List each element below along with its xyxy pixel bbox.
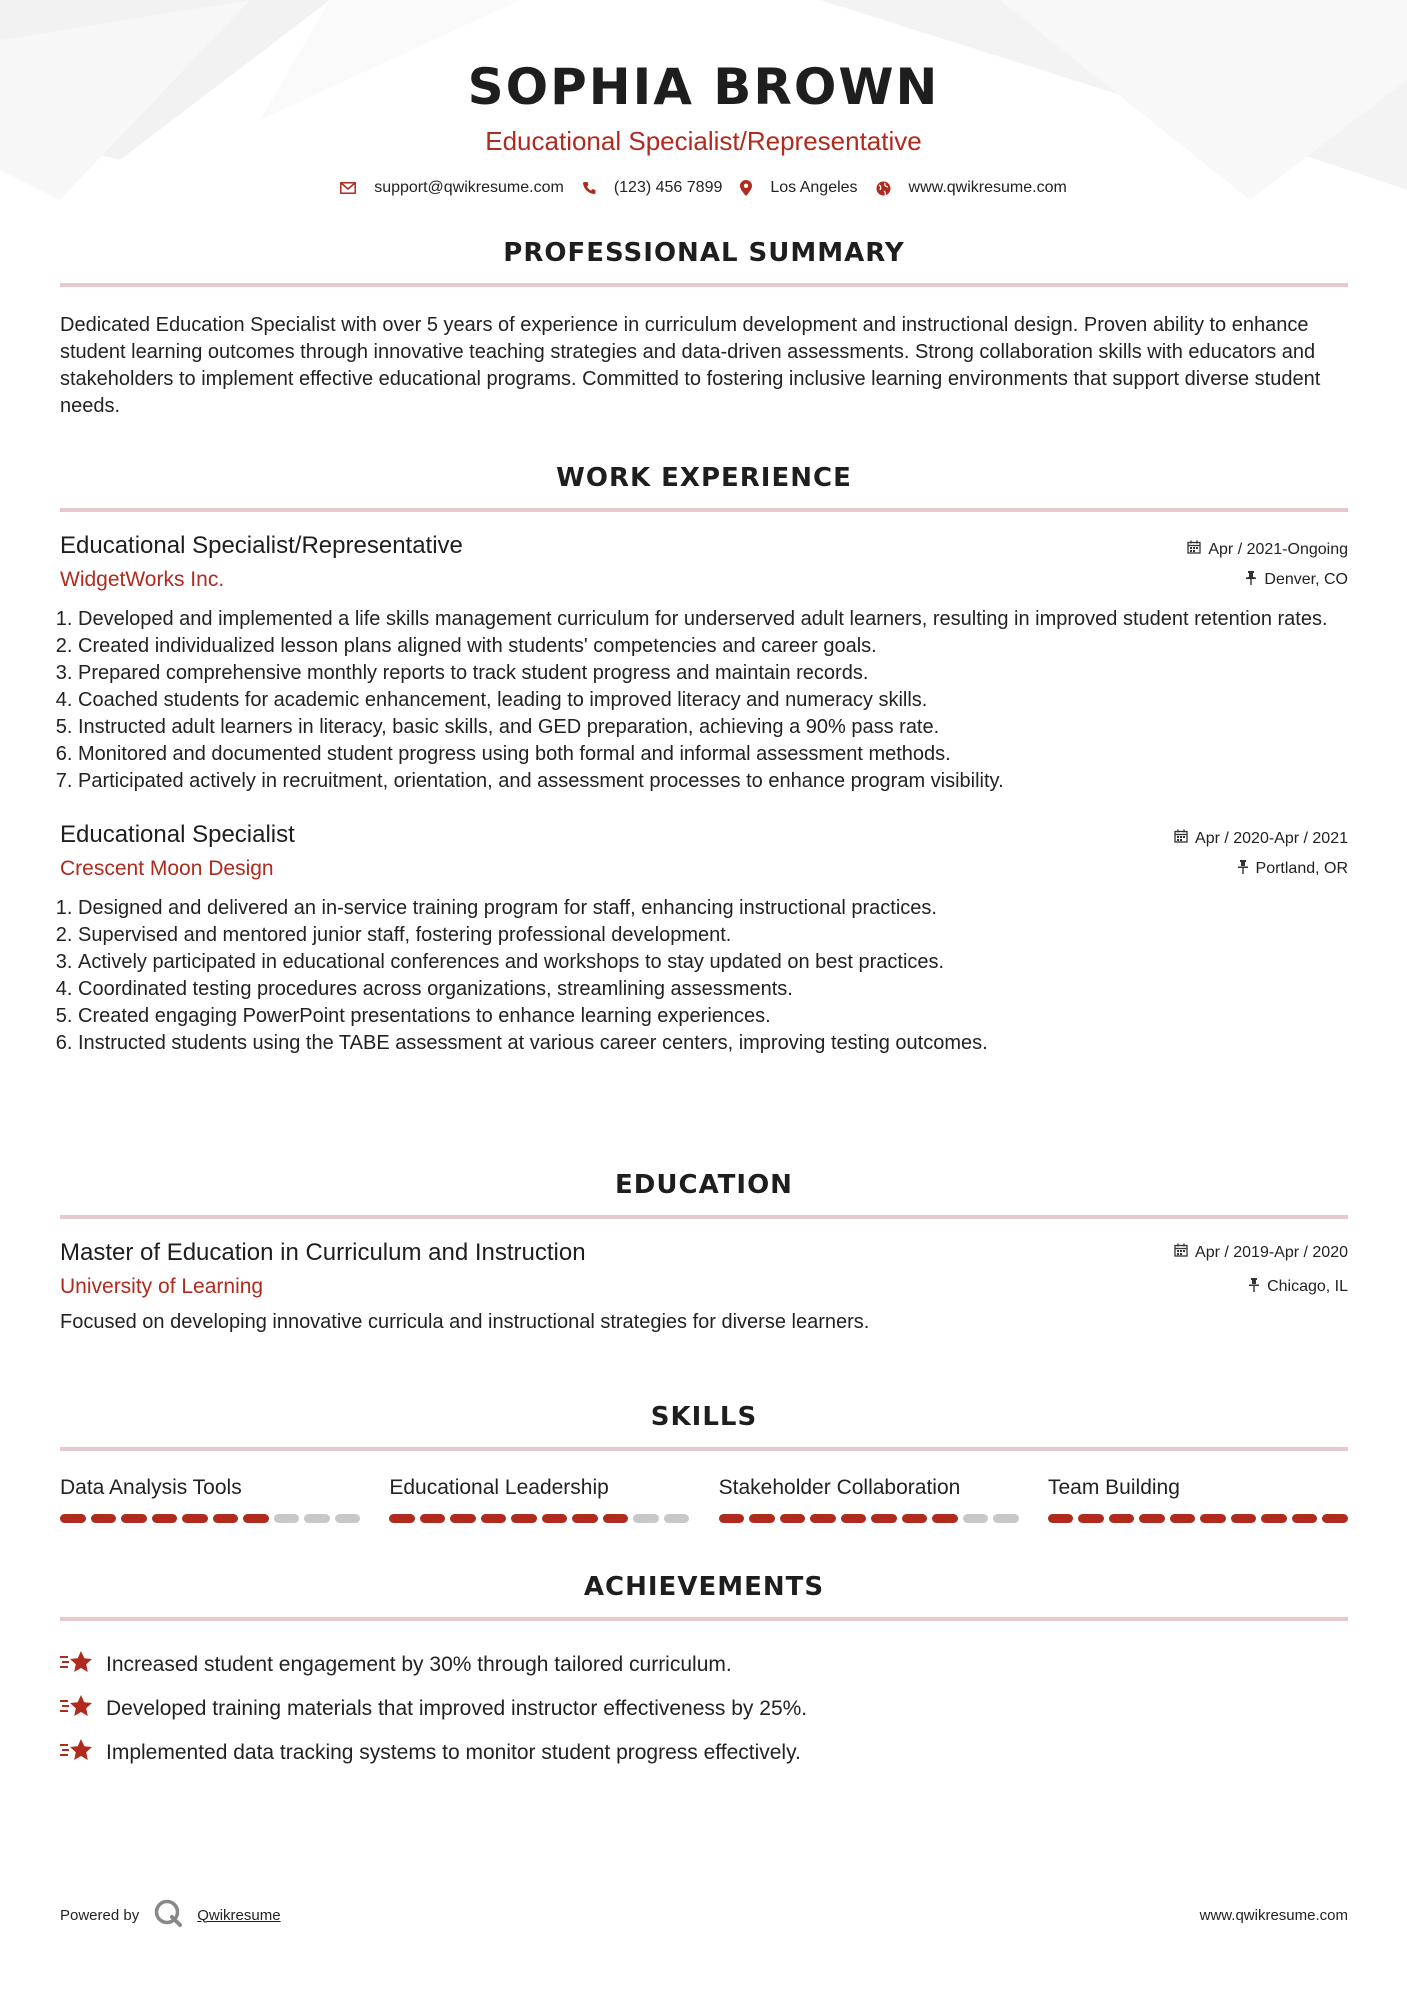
skill-level-segment: [1261, 1514, 1287, 1523]
section-divider: [60, 1447, 1348, 1451]
list-item: 6. Instructed students using the TABE assessment at various career centers, improving testing outcomes.: [78, 1030, 1348, 1057]
contact-website[interactable]: [876, 179, 1067, 197]
company-name: WidgetWorks Inc.: [60, 568, 225, 591]
skill-level-segment: [1139, 1514, 1165, 1523]
job-location: [1245, 571, 1348, 590]
skill-level-segment: [1109, 1514, 1135, 1523]
contact-phone[interactable]: [582, 179, 723, 197]
job-title: Educational Specialist: [60, 821, 295, 848]
skill-level-segment: [213, 1514, 239, 1523]
contact-email[interactable]: [340, 179, 564, 197]
skill-level-segment: [182, 1514, 208, 1523]
skill-level-segment: [1292, 1514, 1318, 1523]
candidate-role: Educational Specialist/Representative: [485, 126, 922, 156]
skill-level-segment: [603, 1514, 629, 1523]
degree-title: Master of Education in Curriculum and Instruction: [60, 1239, 586, 1266]
skill-level-segment: [450, 1514, 476, 1523]
candidate-name: SOPHIA BROWN: [467, 58, 940, 116]
shooting-star-icon: [60, 1737, 94, 1769]
pushpin-icon: [1237, 860, 1249, 879]
skill-level-segment: [871, 1514, 897, 1523]
skill-level-bar: [389, 1514, 689, 1523]
qwikresume-link[interactable]: Qwikresume: [197, 1906, 281, 1924]
school-name: University of Learning: [60, 1275, 264, 1298]
skill-level-segment: [1322, 1514, 1348, 1523]
achievement-text: Increased student engagement by 30% through tailored curriculum.: [106, 1653, 732, 1676]
phone-icon: [582, 181, 596, 195]
skill-level-segment: [1048, 1514, 1074, 1523]
job-entry: [60, 532, 1348, 795]
section-divider: [60, 508, 1348, 512]
list-item: 2. Supervised and mentored junior staff, fostering professional development.: [78, 922, 1348, 949]
skill-level-bar: [60, 1514, 360, 1523]
skill-level-segment: [719, 1514, 745, 1523]
globe-icon: [876, 181, 891, 196]
skill-level-segment: [1170, 1514, 1196, 1523]
list-item: 6. Monitored and documented student progress using both formal and informal assessment methods.: [78, 741, 1348, 768]
skill-level-segment: [243, 1514, 269, 1523]
achievements-list: [60, 1643, 1348, 1775]
skill-level-segment: [993, 1514, 1019, 1523]
skill-level-bar: [1048, 1514, 1348, 1523]
list-item: 4. Coordinated testing procedures across organizations, streamlining assessments.: [78, 976, 1348, 1003]
section-divider: [60, 1617, 1348, 1621]
section-title: SKILLS: [650, 1402, 758, 1432]
qwikresume-logo-icon: [153, 1898, 183, 1932]
job-title: Educational Specialist/Representative: [60, 532, 463, 559]
job-location-text: Denver, CO: [1264, 571, 1348, 588]
map-pin-icon: [740, 180, 752, 196]
calendar-icon: [1174, 1243, 1188, 1262]
skill-level-segment: [1231, 1514, 1257, 1523]
powered-by: [60, 1898, 281, 1932]
list-item: 5. Created engaging PowerPoint presentations to enhance learning experiences.: [78, 1003, 1348, 1030]
skill-level-segment: [749, 1514, 775, 1523]
education-location: [1248, 1278, 1348, 1297]
skill-level-segment: [810, 1514, 836, 1523]
skill-name: Educational Leadership: [389, 1476, 609, 1499]
location-text: Los Angeles: [770, 179, 858, 196]
skill-level-segment: [932, 1514, 958, 1523]
job-responsibilities: [60, 606, 1348, 795]
skill-item: [1048, 1476, 1348, 1523]
list-item: 7. Participated actively in recruitment, orientation, and assessment processes to enhance program visibility.: [78, 768, 1348, 795]
skill-level-segment: [152, 1514, 178, 1523]
achievements-section: [60, 1572, 1348, 1775]
resume-header: [0, 58, 1407, 197]
list-item: 1. Developed and implemented a life skills management curriculum for underserved adult learners, resulting in improved student retention rates.: [78, 606, 1348, 633]
education-location-text: Chicago, IL: [1267, 1278, 1348, 1295]
achievement-item: [60, 1643, 1348, 1687]
envelope-icon: [340, 182, 356, 194]
achievement-text: Developed training materials that improved instructor effectiveness by 25%.: [106, 1697, 808, 1720]
skill-item: [389, 1476, 689, 1523]
skill-level-segment: [274, 1514, 300, 1523]
skill-level-segment: [633, 1514, 659, 1523]
summary-text: Dedicated Education Specialist with over 5 years of experience in curriculum development and instructional design. Proven ability to enhance student learning outcomes through innovative teaching strategies and data-driven assessments. Strong collaboration skills with educators and stakeholders to implement effective educational programs. Committed to fostering inclusive learning environments that support diverse student needs.: [60, 314, 1321, 417]
skill-name: Team Building: [1047, 1476, 1180, 1499]
phone-text: (123) 456 7899: [613, 179, 723, 196]
skill-level-segment: [60, 1514, 86, 1523]
list-item: 3. Prepared comprehensive monthly reports to track student progress and maintain records.: [78, 660, 1348, 687]
skill-level-segment: [841, 1514, 867, 1523]
email-text: support@qwikresume.com: [374, 179, 564, 196]
education-entry: [60, 1239, 1348, 1334]
education-description: Focused on developing innovative curricula and instructional strategies for diverse learners.: [60, 1311, 870, 1333]
section-title: ACHIEVEMENTS: [583, 1572, 825, 1602]
skill-level-segment: [963, 1514, 989, 1523]
section-divider: [60, 1215, 1348, 1219]
skill-level-segment: [481, 1514, 507, 1523]
skill-level-segment: [542, 1514, 568, 1523]
job-date: [1174, 829, 1348, 848]
skill-level-segment: [335, 1514, 361, 1523]
job-date-text: Apr / 2020-Apr / 2021: [1195, 829, 1348, 847]
education-date: [1174, 1243, 1348, 1262]
skills-list: [60, 1476, 1348, 1523]
skill-item: [719, 1476, 1019, 1523]
list-item: 4. Coached students for academic enhancement, leading to improved literacy and numeracy skills.: [78, 687, 1348, 714]
skills-section: [60, 1402, 1348, 1523]
skill-item: [60, 1476, 360, 1523]
education-section: [60, 1170, 1348, 1334]
skill-name: Data Analysis Tools: [60, 1476, 242, 1499]
skill-level-segment: [420, 1514, 446, 1523]
achievement-item: [60, 1687, 1348, 1731]
website-text: www.qwikresume.com: [908, 179, 1067, 196]
list-item: 3. Actively participated in educational conferences and workshops to stay updated on best practices.: [78, 949, 1348, 976]
section-divider: [60, 283, 1348, 287]
list-item: 5. Instructed adult learners in literacy, basic skills, and GED preparation, achieving a 90% pass rate.: [78, 714, 1348, 741]
shooting-star-icon: [60, 1649, 94, 1681]
section-title: PROFESSIONAL SUMMARY: [503, 238, 905, 268]
shooting-star-icon: [60, 1693, 94, 1725]
skill-level-segment: [902, 1514, 928, 1523]
contact-bar: [0, 179, 1407, 197]
skill-name: Stakeholder Collaboration: [718, 1476, 961, 1499]
skill-level-segment: [1200, 1514, 1226, 1523]
job-responsibilities: [60, 895, 1348, 1057]
section-title: EDUCATION: [615, 1170, 793, 1200]
skill-level-segment: [121, 1514, 147, 1523]
company-name: Crescent Moon Design: [60, 857, 274, 880]
skill-level-bar: [719, 1514, 1019, 1523]
section-title: WORK EXPERIENCE: [556, 463, 852, 493]
skill-level-segment: [389, 1514, 415, 1523]
skill-level-segment: [1078, 1514, 1104, 1523]
page-footer: [60, 1898, 1348, 1932]
calendar-icon: [1174, 829, 1188, 848]
contact-location: [740, 179, 857, 197]
skill-level-segment: [780, 1514, 806, 1523]
pushpin-icon: [1248, 1278, 1260, 1297]
footer-website[interactable]: www.qwikresume.com: [1199, 1906, 1348, 1924]
pushpin-icon: [1245, 571, 1257, 590]
powered-by-label: Powered by: [60, 1906, 140, 1924]
job-date: [1187, 540, 1348, 559]
calendar-icon: [1187, 540, 1201, 559]
summary-section: [60, 238, 1348, 420]
skill-level-segment: [664, 1514, 690, 1523]
job-date-text: Apr / 2021-Ongoing: [1208, 540, 1348, 558]
skill-level-segment: [572, 1514, 598, 1523]
experience-section: [60, 463, 1348, 1057]
job-location-text: Portland, OR: [1255, 860, 1348, 877]
list-item: 2. Created individualized lesson plans aligned with students' competencies and career goals.: [78, 633, 1348, 660]
skill-level-segment: [304, 1514, 330, 1523]
skill-level-segment: [91, 1514, 117, 1523]
job-entry: [60, 821, 1348, 1057]
achievement-item: [60, 1731, 1348, 1775]
education-date-text: Apr / 2019-Apr / 2020: [1195, 1243, 1348, 1261]
skill-level-segment: [511, 1514, 537, 1523]
list-item: 1. Designed and delivered an in-service training program for staff, enhancing instructional practices.: [78, 895, 1348, 922]
achievement-text: Implemented data tracking systems to monitor student progress effectively.: [106, 1741, 801, 1764]
job-location: [1237, 860, 1348, 879]
